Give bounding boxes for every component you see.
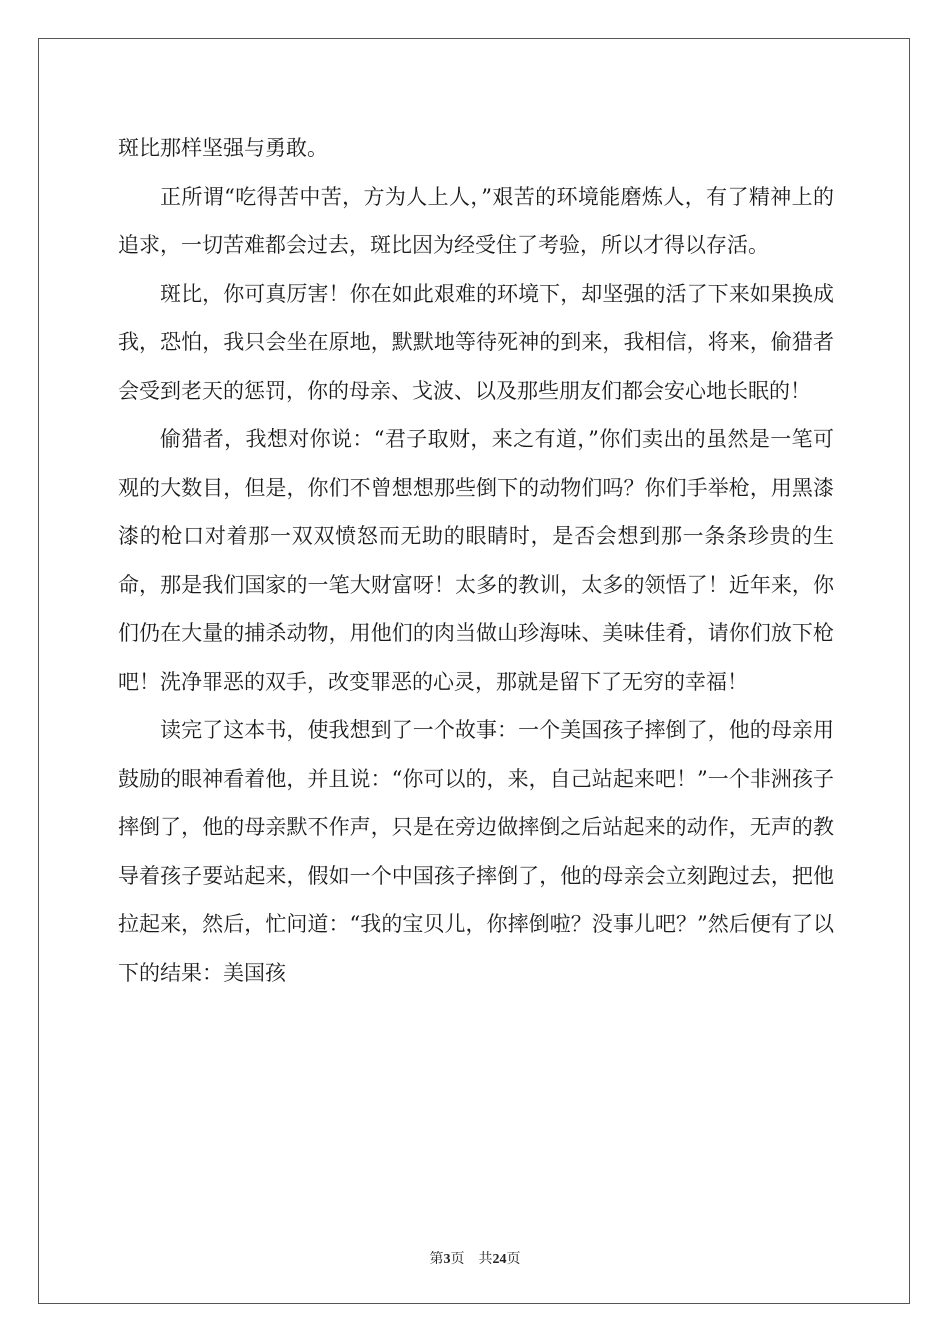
paragraph: 读完了这本书，使我想到了一个故事：一个美国孩子摔倒了，他的母亲用鼓励的眼神看着他，并且说：“你可以的，来，自己站起来吧！”一个非洲孩子摔倒了，他的母亲默不作声，只是在旁边做摔倒之后站起来的动作，无声的教导着孩子要站起来，假如一个中国孩子摔倒了，他的母亲会立刻跑过去，把他拉起来，然后，忙问道：“我的宝贝儿，你摔倒啦？没事儿吧？”然后便有了以下的结果：美国孩 bbox=[118, 718, 834, 985]
paragraph: 斑比，你可真厉害！你在如此艰难的环境下，却坚强的活了下来如果换成我，恐怕，我只会坐在原地，默默地等待死神的到来，我相信，将来，偷猎者会受到老天的惩罚，你的母亲、戈波、以及那些朋友们都会安心地长眠的！ bbox=[118, 281, 834, 403]
paragraph-continuation: 斑比那样坚强与勇敢。 bbox=[118, 136, 328, 160]
total-page-count: 24 bbox=[492, 1252, 507, 1267]
document-body bbox=[118, 124, 834, 997]
paragraph: 偷猎者，我想对你说：“君子取财，来之有道，”你们卖出的虽然是一笔可观的大数目，但是，你们不曾想想那些倒下的动物们吗？你们手举枪，用黑漆漆的枪口对着那一双双愤怒而无助的眼睛时，是否会想到那一条条珍贵的生命，那是我们国家的一笔大财富呀！太多的教训，太多的领悟了！近年来，你们仍在大量的捕杀动物，用他们的肉当做山珍海味、美味佳肴，请你们放下枪吧！洗净罪恶的双手，改变罪恶的心灵，那就是留下了无穷的幸福！ bbox=[118, 427, 834, 694]
footer-prefix: 第 bbox=[429, 1252, 444, 1267]
footer-mid: 页 共 bbox=[450, 1252, 493, 1267]
current-page-number: 3 bbox=[443, 1252, 451, 1267]
page-footer bbox=[0, 1248, 950, 1268]
paragraph: 正所谓“吃得苦中苦，方为人上人，”艰苦的环境能磨炼人，有了精神上的追求，一切苦难都会过去，斑比因为经受住了考验，所以才得以存活。 bbox=[118, 184, 834, 257]
footer-suffix: 页 bbox=[506, 1252, 521, 1267]
